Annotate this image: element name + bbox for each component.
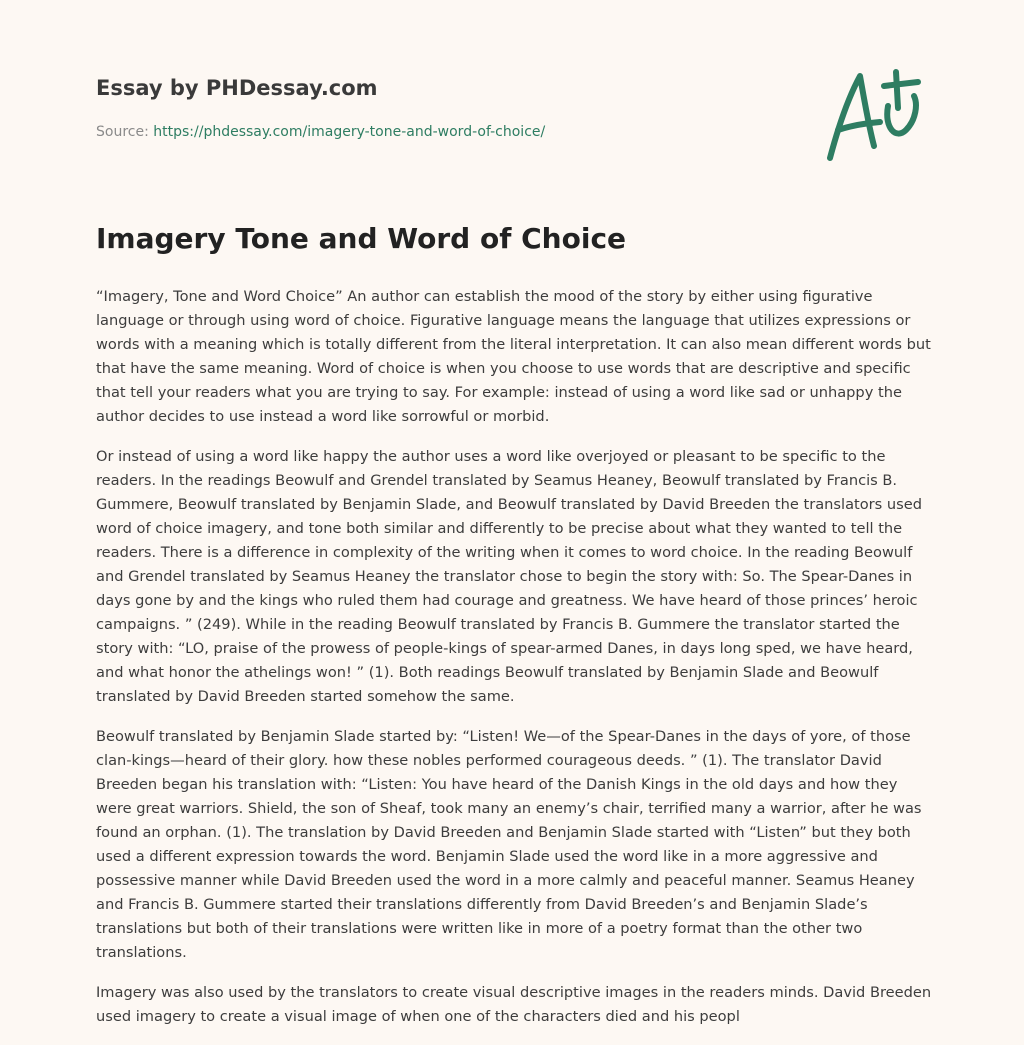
source-label: Source: <box>96 124 149 140</box>
paragraph: Or instead of using a word like happy the author uses a word like overjoyed or pleasant to be specific to the readers. In the readings Beowulf and Grendel translated by Seamus Heaney, Beowulf translated by Francis B. Gummere, Beowulf translated by Benjamin Slade, and Beowulf translated by David Breeden the translators used word of choice imagery, and tone both similar and differently to be precise about what they wanted to tell the readers. There is a difference in complexity of the writing when it comes to word choice. In the reading Beowulf and Grendel translated by Seamus Heaney the translator chose to begin the story with: So. The Spear-Danes in days gone by and the kings who ruled them had courage and greatness. We have heard of those princes’ heroic campaigns. ” (249). While in the reading Beowulf translated by Francis B. Gummere the translator started the story with: “LO, praise of the prowess of people-kings of spear-armed Danes, in days long sped, we have heard, and what honor the athelings won! ” (1). Both readings Beowulf translated by Benjamin Slade and Beowulf translated by David Breeden started somehow the same. <box>96 448 923 705</box>
paragraph: Beowulf translated by Benjamin Slade started by: “Listen! We—of the Spear-Danes in the days of yore, of those clan-kings—heard of their glory. how these nobles performed courageous deeds. ” (1). The translator David Breeden began his translation with: “Listen: You have heard of the Danish Kings in the old days and how they were great warriors. Shield, the son of Sheaf, took many an enemy’s chair, terrified many a warrior, after he was found an orphan. (1). The translation by David Breeden and Benjamin Slade started with “Listen” but they both used a different expression towards the word. Benjamin Slade used the word like in a more aggressive and possessive manner while David Breeden used the word in a more calmly and peaceful manner. Seamus Heaney and Francis B. Gummere started their translations differently from David Breeden’s and Benjamin Slade’s translations but both of their translations were written like in more of a poetry format than the other two translations. <box>96 728 922 961</box>
a-plus-logo-icon <box>818 68 928 168</box>
source-link[interactable]: https://phdessay.com/imagery-tone-and-word-of-choice/ <box>153 124 546 140</box>
paragraph: Imagery was also used by the translators to create visual descriptive images in the readers minds. David Breeden used imagery to create a visual image of when one of the characters died and his peopl <box>96 984 932 1025</box>
article-body <box>96 285 932 1045</box>
brand-title: Essay by PHDessay.com <box>96 76 378 100</box>
article-title: Imagery Tone and Word of Choice <box>96 222 627 255</box>
paragraph: “Imagery, Tone and Word Choice” An author can establish the mood of the story by either using figurative language or through using word of choice. Figurative language means the language that utilizes expressions or words with a meaning which is totally different from the literal interpretation. It can also mean different words but that have the same meaning. Word of choice is when you choose to use words that are descriptive and specific that tell your readers what you are trying to say. For example: instead of using a word like sad or unhappy the author decides to use instead a word like sorrowful or morbid. <box>96 288 931 425</box>
source-line <box>96 124 545 140</box>
